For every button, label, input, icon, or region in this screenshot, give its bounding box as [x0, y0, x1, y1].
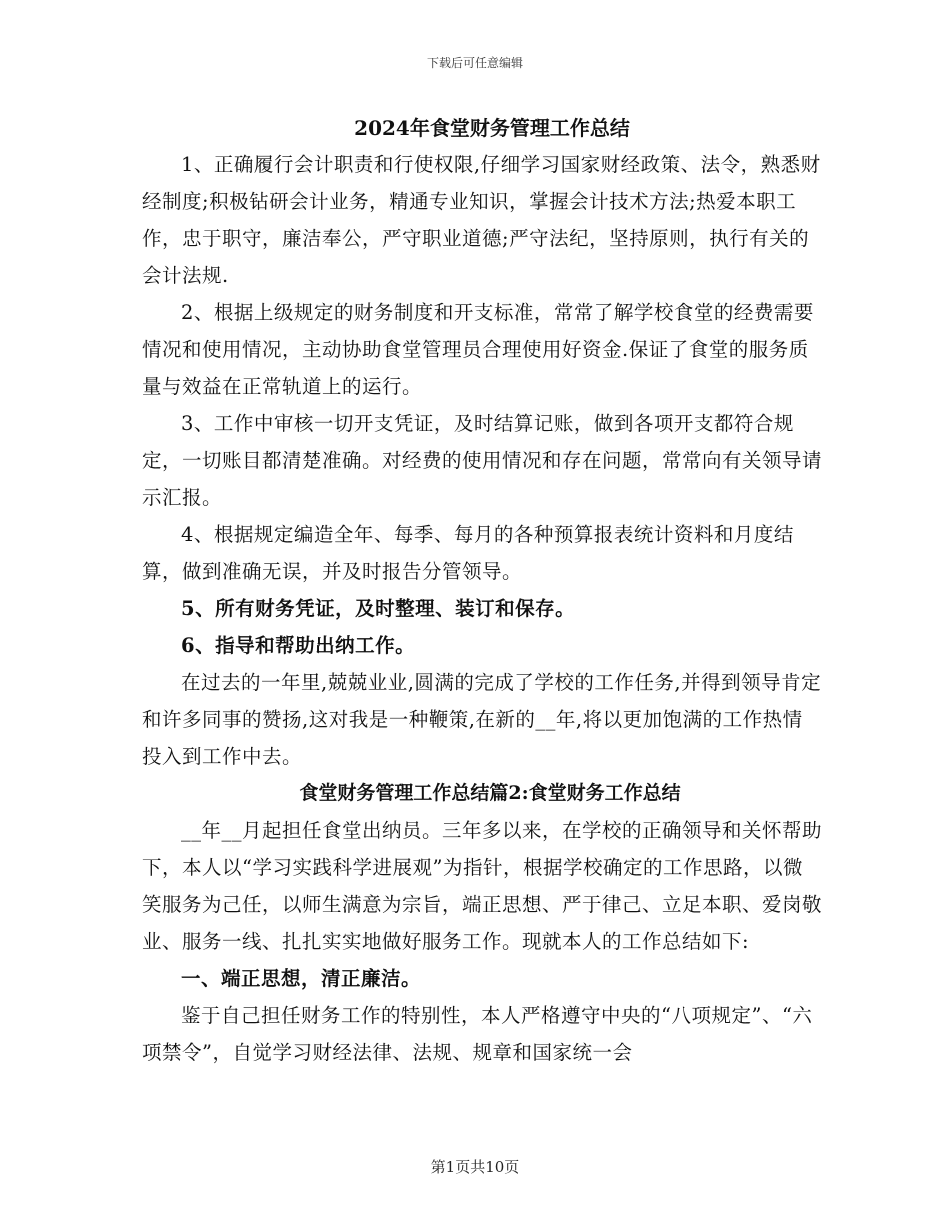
- document-title: 2024年食堂财务管理工作总结: [354, 116, 630, 140]
- page-number: 第1页共10页: [430, 1158, 520, 1176]
- section-heading-1: 一、端正思想，清正廉洁。: [181, 967, 422, 990]
- paragraph-4: 4、根据规定编造全年、每季、每月的各种预算报表统计资料和月度结算，做到准确无误，并及时报告分管领导。: [142, 523, 794, 583]
- paragraph-5: 5、所有财务凭证，及时整理、装订和保存。: [181, 597, 576, 620]
- paragraph-9: 鉴于自己担任财务工作的特别性，本人严格遵守中央的“八项规定”、“六项禁令”，自觉学习财经法律、法规、规章和国家统一会: [142, 1004, 813, 1064]
- paragraph-3: 3、工作中审核一切开支凭证，及时结算记账，做到各项开支都符合规定，一切账目都清楚准确。对经费的使用情况和存在问题，常常向有关领导请示汇报。: [142, 412, 823, 509]
- paragraph-6: 6、指导和帮助出纳工作。: [181, 634, 416, 657]
- header-note: 下载后可任意编辑: [426, 56, 523, 70]
- document-body: [142, 110, 822, 1071]
- paragraph-2: 2、根据上级规定的财务制度和开支标准，常常了解学校食堂的经费需要情况和使用情况，主动协助食堂管理员合理使用好资金.保证了食堂的服务质量与效益在正常轨道上的运行。: [142, 301, 814, 398]
- paragraph-1: 1、正确履行会计职责和行使权限,仔细学习国家财经政策、法令，熟悉财经制度;积极钻研会计业务，精通专业知识，掌握会计技术方法;热爱本职工作，忠于职守，廉洁奉公，严守职业道德;严守法纪，坚持原则，执行有关的会计法规.: [142, 153, 821, 287]
- section-subtitle: 食堂财务管理工作总结篇2:食堂财务工作总结: [299, 782, 681, 804]
- paragraph-7: 在过去的一年里,兢兢业业,圆满的完成了学校的工作任务,并得到领导肯定和许多同事的赞扬,这对我是一种鞭策,在新的__年,将以更加饱满的工作热情投入到工作中去。: [142, 671, 822, 768]
- paragraph-8: __年__月起担任食堂出纳员。三年多以来，在学校的正确领导和关怀帮助下，本人以“学习实践科学进展观”为指针，根据学校确定的工作思路，以微笑服务为己任，以师生满意为宗旨，端正思想、严于律己、立足本职、爱岗敬业、服务一线、扎扎实实地做好服务工作。现就本人的工作总结如下:: [142, 819, 823, 953]
